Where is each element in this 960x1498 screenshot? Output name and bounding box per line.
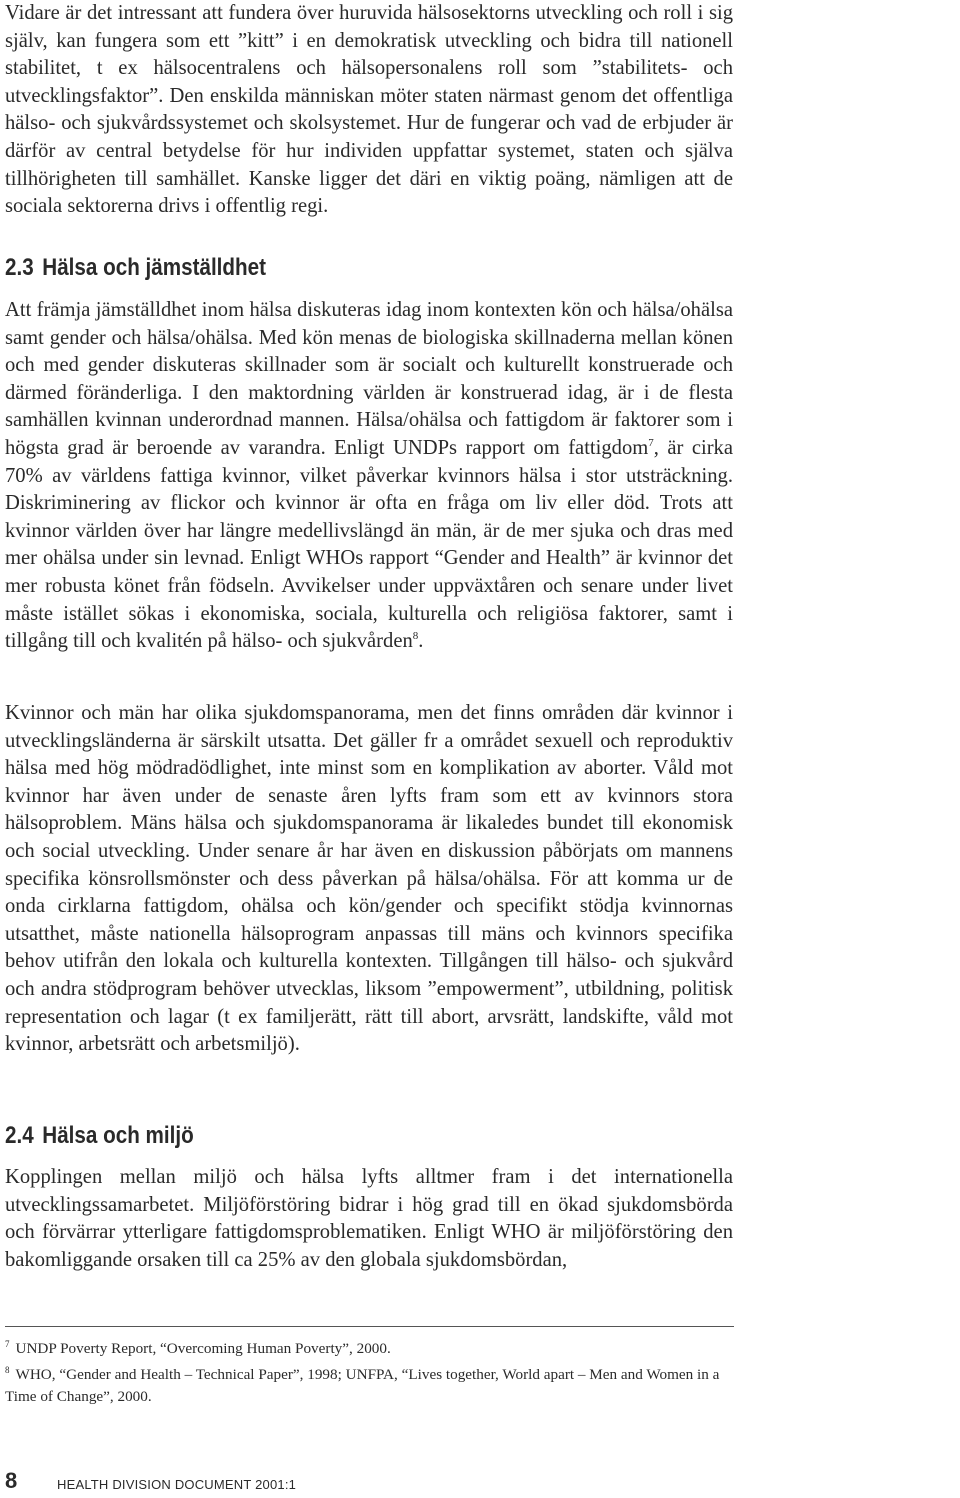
footnote-7 xyxy=(5,1338,733,1360)
paragraph-environment-health: Kopplingen mellan miljö och hälsa lyfts alltmer fram i det internationella utvecklingssamarbetet. Miljöförstöring bidrar i hög grad till en ökad sjukdomsbörda och förvärrar ytterligare fattigdomsproblematiken. Enligt WHO är miljöförstöring den bakomliggande orsaken till ca 25% av den globala sjukdomsbördan, xyxy=(5,1166,733,1271)
footnote-text: WHO, “Gender and Health – Technical Paper”, 1998; UNFPA, “Lives together, World apart – Men and Women in a Time of Change”, 2000. xyxy=(5,1366,720,1405)
page-number: 8 xyxy=(5,1468,18,1493)
section-title: Hälsa och miljö xyxy=(42,1122,194,1149)
footnote-8 xyxy=(5,1364,733,1408)
paragraph-text: , är cirka 70% av världens fattiga kvinnor, vilket påverkar kvinnors hälsa i stor utsträckning. Diskriminering av flickor och kvinnor är ofta en fråga om liv eller död. Trots att kvinnor världen över har längre medellivslängd än män, är de mer sjuka och dras med mer ohälsa under sin levnad. Enligt WHOs rapport “Gender and Health” är kvinnor det mer robusta könet från födseln. Avvikelser under uppväxtåren och senare under livet måste istället sökas i ekonomiska, sociala, kulturella och religiösa faktorer, samt i tillgång till och kvalitén på hälso- och sjukvården xyxy=(5,436,733,653)
section-title: Hälsa och jämställdhet xyxy=(42,254,266,281)
section-heading-2-4 xyxy=(5,1122,194,1150)
section-number: 2.3 xyxy=(5,254,34,281)
document-title: HEALTH DIVISION DOCUMENT 2001:1 xyxy=(57,1477,297,1492)
footnote-text: UNDP Poverty Report, “Overcoming Human Poverty”, 2000. xyxy=(15,1340,391,1357)
footnote-ref-8[interactable]: 8 xyxy=(412,630,419,643)
section-heading-2-3 xyxy=(5,254,266,282)
section-number: 2.4 xyxy=(5,1122,34,1149)
paragraph-text: . xyxy=(418,630,424,653)
footnote-number: 8 xyxy=(5,1365,10,1375)
paragraph-disease-panorama: Kvinnor och män har olika sjukdomspanorama, men det finns områden där kvinnor i utvecklingsländerna är särskilt utsatta. Det gäller fr a området sexuell och reproduktiv hälsa med hög mödradödlighet, inte minst som en komplikation av aborter. Våld mot kvinnor har även under de senaste åren lyfts fram som ett av kvinnors stora hälsoproblem. Mäns hälsa och sjukdomspanorama är likaledes bundet till ekonomisk och social utveckling. Under senare år har även en diskussion påbörjats om mannens specifika könsrollsmönster och dess påverkan på hälsa/ohälsa. För att komma ur de onda cirklarna fattigdom, ohälsa och kön/gender och specifikt stödja kvinnornas utsatthet, måste nationella hälsoprogram anpassas till mäns och kvinnors specifika behov utifrån den lokala och kulturella kontexten. Tillgången till hälso- och sjukvård och andra stödprogram behöver utvecklas, liksom ”empowerment”, utbildning, politisk representation och lagar (t ex familjerätt, rätt till abort, arvsrätt, landskifte, våld mot kvinnor, arbetsrätt och arbetsmiljö). xyxy=(5,702,733,1056)
footnote-ref-7[interactable]: 7 xyxy=(648,436,654,449)
paragraph-gender-health xyxy=(5,297,733,656)
paragraph-text: Att främja jämställdhet inom hälsa diskuteras idag inom kontexten kön och hälsa/ohälsa samt gender och hälsa/ohälsa. Med kön menas de biologiska skillnaderna mellan könen och med gender diskuteras skillnader som är socialt och kulturellt konstruerade och därmed föränderliga. I den maktordning världen är konstruerad idag, är i de flesta samhällen kvinnan underordnad mannen. Hälsa/ohälsa och fattigdom är faktorer som i högsta grad är beroende av varandra. Enligt UNDPs rapport om fattigdom xyxy=(5,299,733,459)
intro-paragraph: Vidare är det intressant att fundera över huruvida hälsosektorns utveckling och roll i sig själv, kan fungera som ett ”kitt” i en demokratisk utveckling och bidra till nationell stabilitet, t ex hälsocentralens och hälsopersonalens roll som ”stabilitets- och utvecklingsfaktor”. Den enskilda människan möter staten närmast genom det offentliga hälso- och sjukvårdssystemet och skolsystemet. Hur de fungerar och vad de erbjuder är därför av central betydelse för hur individen uppfattar systemet, staten och själva tillhörigheten till samhället. Kanske ligger det däri en viktig poäng, nämligen att de sociala sektorerna drivs i offentlig regi. xyxy=(5,2,733,218)
footnote-number: 7 xyxy=(5,1339,10,1349)
footnote-divider xyxy=(5,1326,734,1327)
